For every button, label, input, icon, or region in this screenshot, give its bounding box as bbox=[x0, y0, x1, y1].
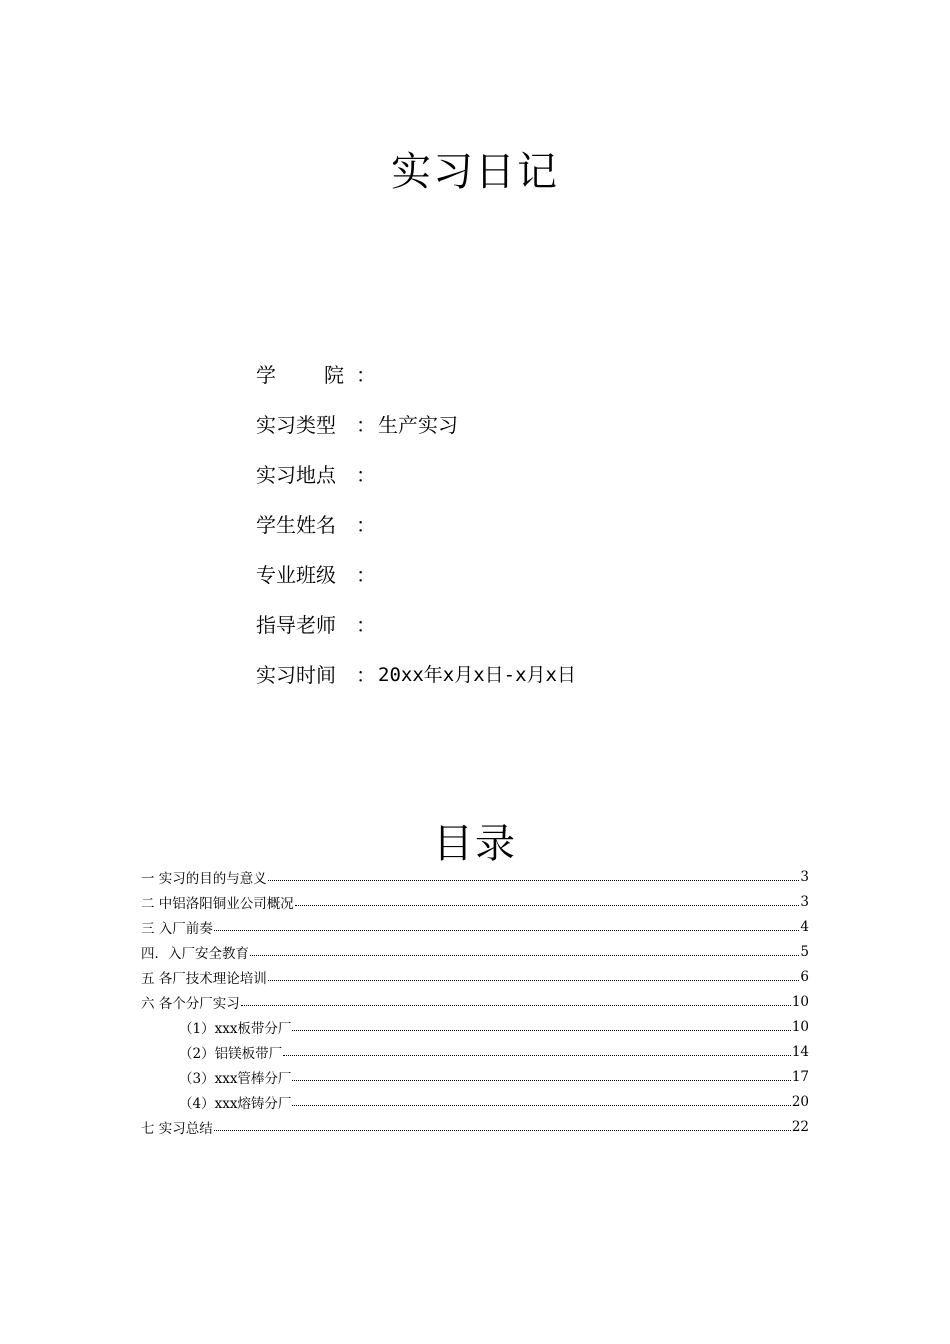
info-colon: ： bbox=[356, 562, 376, 587]
toc-leader-dots bbox=[292, 1093, 790, 1106]
toc-entry-text: （2）铝镁板带厂 bbox=[179, 1045, 283, 1062]
info-label: 学生姓名 bbox=[256, 512, 336, 537]
info-label: 指导老师 bbox=[256, 612, 336, 637]
info-colon: ： bbox=[356, 662, 376, 687]
toc-entry-text: 三 入厂前奏 bbox=[141, 920, 213, 937]
toc-leader-dots bbox=[250, 943, 799, 956]
table-of-contents bbox=[141, 864, 809, 1139]
info-value: 生产实习 bbox=[378, 412, 458, 437]
toc-entry-page: 3 bbox=[800, 893, 809, 910]
toc-leader-dots bbox=[268, 968, 800, 981]
toc-subentry[interactable] bbox=[141, 1014, 809, 1039]
toc-entry-page: 10 bbox=[791, 993, 809, 1010]
toc-entry[interactable] bbox=[141, 914, 809, 939]
toc-entry-text: 五 各厂技术理论培训 bbox=[141, 970, 267, 987]
toc-leader-dots bbox=[214, 918, 800, 931]
toc-subentry[interactable] bbox=[141, 1039, 809, 1064]
toc-entry-text: （1）xxx板带分厂 bbox=[179, 1020, 292, 1037]
toc-entry-page: 10 bbox=[791, 1018, 809, 1035]
info-label-part: 学 bbox=[256, 362, 276, 387]
info-colon: ： bbox=[356, 512, 376, 537]
toc-entry[interactable] bbox=[141, 1114, 809, 1139]
toc-entry-text: （3）xxx管棒分厂 bbox=[179, 1070, 292, 1087]
info-label: 实习类型 bbox=[256, 412, 336, 437]
info-block bbox=[256, 348, 576, 698]
info-colon: ： bbox=[356, 462, 376, 487]
info-row-advisor bbox=[256, 598, 576, 648]
toc-entry-page: 20 bbox=[791, 1093, 809, 1110]
toc-leader-dots bbox=[292, 1018, 790, 1031]
toc-leader-dots bbox=[295, 893, 800, 906]
info-row-college bbox=[256, 348, 576, 398]
toc-entry-text: （4）xxx熔铸分厂 bbox=[179, 1095, 292, 1112]
toc-title: 目录 bbox=[433, 821, 517, 867]
toc-entry-page: 22 bbox=[791, 1118, 809, 1135]
toc-entry-text: 二 中铝洛阳铜业公司概况 bbox=[141, 895, 294, 912]
toc-leader-dots bbox=[268, 868, 800, 881]
info-colon: ： bbox=[356, 362, 376, 387]
toc-entry-page: 14 bbox=[791, 1043, 809, 1060]
toc-entry-text: 六 各个分厂实习 bbox=[141, 995, 240, 1012]
toc-entry[interactable] bbox=[141, 864, 809, 889]
info-label: 专业班级 bbox=[256, 562, 336, 587]
toc-entry[interactable] bbox=[141, 989, 809, 1014]
toc-entry[interactable] bbox=[141, 939, 809, 964]
toc-leader-dots bbox=[283, 1043, 791, 1056]
info-row-time bbox=[256, 648, 576, 698]
document-title: 实习日记 bbox=[391, 149, 559, 195]
toc-leader-dots bbox=[241, 993, 791, 1006]
toc-leader-dots bbox=[214, 1118, 791, 1131]
toc-entry-text: 一 实习的目的与意义 bbox=[141, 870, 267, 887]
info-colon: ： bbox=[356, 612, 376, 637]
toc-entry[interactable] bbox=[141, 889, 809, 914]
toc-entry-page: 3 bbox=[800, 868, 809, 885]
info-colon: ： bbox=[356, 412, 376, 437]
toc-entry-page: 4 bbox=[800, 918, 809, 935]
toc-entry-page: 17 bbox=[791, 1068, 809, 1085]
info-row-student-name bbox=[256, 498, 576, 548]
info-label bbox=[256, 359, 344, 388]
info-row-major-class bbox=[256, 548, 576, 598]
toc-subentry[interactable] bbox=[141, 1064, 809, 1089]
toc-entry-text: 四．入厂安全教育 bbox=[141, 945, 249, 962]
toc-entry[interactable] bbox=[141, 964, 809, 989]
info-label: 实习地点 bbox=[256, 462, 336, 487]
info-label: 实习时间 bbox=[256, 662, 336, 687]
info-row-type bbox=[256, 398, 576, 448]
toc-leader-dots bbox=[292, 1068, 790, 1081]
info-row-location bbox=[256, 448, 576, 498]
info-value: 20xx年x月x日-x月x日 bbox=[378, 663, 576, 686]
toc-subentry[interactable] bbox=[141, 1089, 809, 1114]
info-label-part: 院 bbox=[324, 362, 344, 387]
toc-entry-page: 6 bbox=[800, 968, 809, 985]
toc-entry-page: 5 bbox=[800, 943, 809, 960]
toc-entry-text: 七 实习总结 bbox=[141, 1120, 213, 1137]
